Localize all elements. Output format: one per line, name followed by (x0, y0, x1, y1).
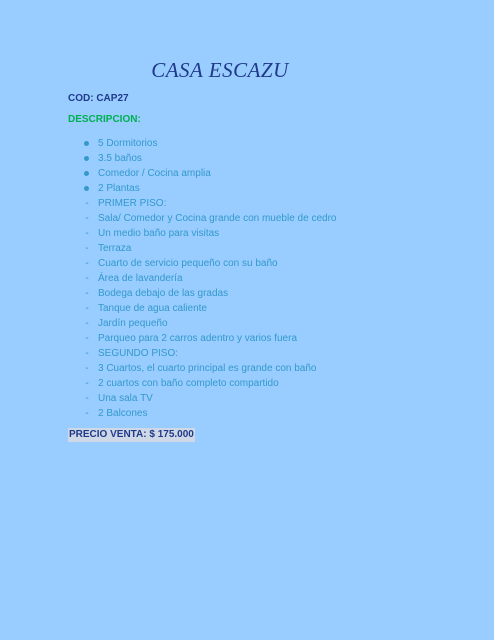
description-heading: DESCRIPCION: (68, 114, 141, 125)
list-item: 3.5 baños (98, 153, 142, 164)
sale-price: PRECIO VENTA: $ 175.000 (69, 429, 194, 440)
list-item: - Un medio baño para visitas (82, 226, 336, 241)
list-item: - PRIMER PISO: (82, 196, 336, 211)
list-item: - Terraza (82, 241, 336, 256)
list-item: - Cuarto de servicio pequeño con su baño (82, 256, 336, 271)
dash-icon: - (85, 228, 89, 239)
dash-icon: - (85, 318, 89, 329)
list-item: - SEGUNDO PISO: (82, 346, 336, 361)
dash-icon: - (85, 288, 89, 299)
list-item: - Una sala TV (82, 391, 336, 406)
dash-icon: - (85, 198, 89, 209)
list-item: - Tanque de agua caliente (82, 301, 336, 316)
features-list (82, 136, 336, 421)
dash-icon: - (85, 348, 89, 359)
list-item: 2 Plantas (98, 183, 140, 194)
list-item: - Bodega debajo de las gradas (82, 286, 336, 301)
list-item: - 2 Balcones (82, 406, 336, 421)
list-item: - Área de lavandería (82, 271, 336, 286)
list-item: - 2 cuartos con baño completo compartido (82, 376, 336, 391)
list-item: - Parqueo para 2 carros adentro y varios fuera (82, 331, 336, 346)
list-item: Comedor / Cocina amplia (98, 168, 211, 179)
dash-icon: - (85, 273, 89, 284)
dash-icon: - (85, 243, 89, 254)
dash-icon: - (85, 303, 89, 314)
list-item: - Jardín pequeño (82, 316, 336, 331)
list-item: 5 Dormitorios (98, 138, 158, 149)
dash-icon: - (85, 333, 89, 344)
page-title: CASA ESCAZU (151, 58, 289, 82)
list-item: - 3 Cuartos, el cuarto principal es grande con baño (82, 361, 336, 376)
dash-icon: - (85, 363, 89, 374)
dash-icon: - (85, 258, 89, 269)
list-item: - Sala/ Comedor y Cocina grande con mueble de cedro (82, 211, 336, 226)
dash-icon: - (85, 378, 89, 389)
property-code: COD: CAP27 (68, 93, 129, 104)
dash-icon: - (85, 408, 89, 419)
dash-icon: - (85, 393, 89, 404)
dash-icon: - (85, 213, 89, 224)
